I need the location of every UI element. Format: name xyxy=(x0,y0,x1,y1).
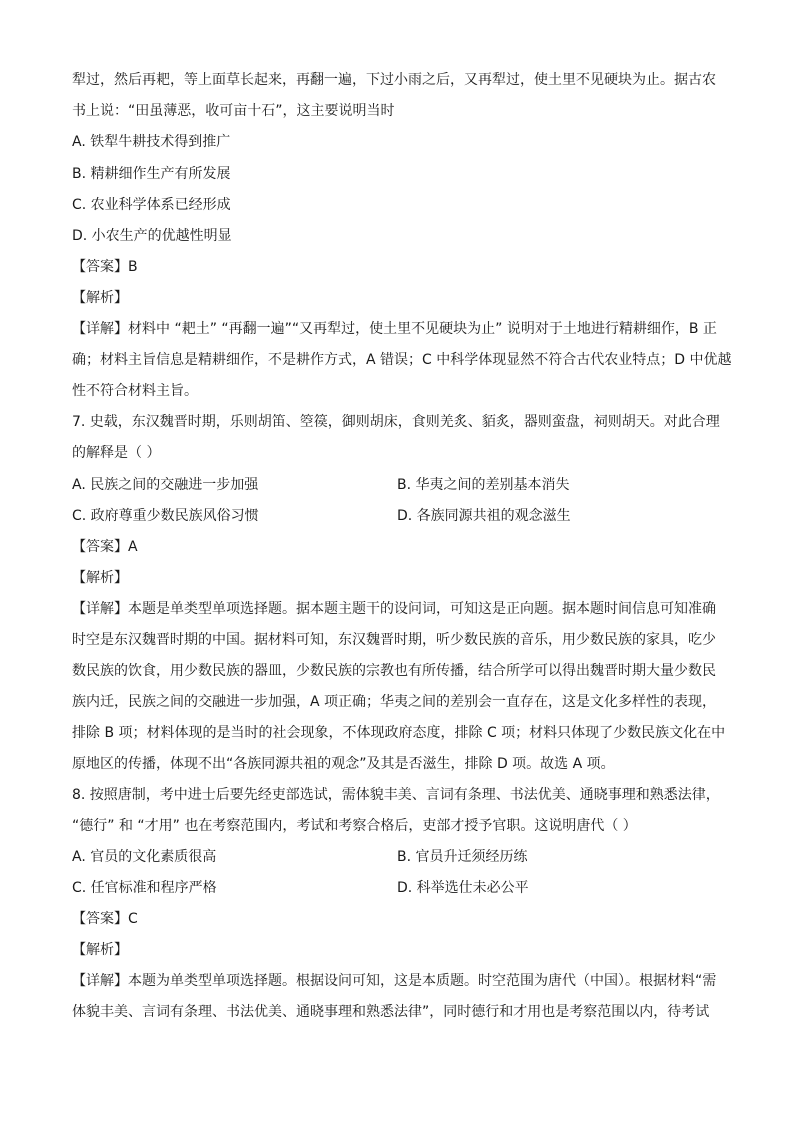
q8-stem-line-2: “德行” 和 “才用” 也在考察范围内，考试和考察合格后，吏部才授予官职。这说明唐代（ ） xyxy=(72,818,637,834)
q6-detail-line-2: 确；材料主旨信息是精耕细作，不是耕作方式，A 错误；C 中科学体现显然不符合古代农业特点；D 中优越 xyxy=(72,352,732,368)
q7-detail-line-6: 原地区的传播，体现不出“各族同源共祖的观念”及其是否滋生，排除 D 项。故选 A 项。 xyxy=(72,756,615,772)
q7-detail-line-1: 【详解】本题是单类型单项选择题。据本题主题干的设问词，可知这是正向题。据本题时间信息可知准确 xyxy=(72,601,716,617)
q6-stem-line-1: 犁过，然后再耙，等上面草长起来，再翻一遍，下过小雨之后，又再犁过，使土里不见硬块为止。据古农 xyxy=(72,72,716,88)
q8-option-d: D. 科举选仕未必公平 xyxy=(397,880,529,896)
q8-detail-line-2: 体貌丰美、言词有条理、书法优美、通晓事理和熟悉法律”，同时德行和才用也是考察范围以内，待考试 xyxy=(72,1004,710,1020)
q6-detail-line-3: 性不符合材料主旨。 xyxy=(72,383,198,399)
q7-option-b: B. 华夷之间的差别基本消失 xyxy=(397,477,570,493)
q6-option-a: A. 铁犁牛耕技术得到推广 xyxy=(72,134,231,150)
q7-stem-line-1: 7. 史载，东汉魏晋时期，乐则胡笛、箜篌，御则胡床，食则羌炙、貊炙，器则蛮盘，祠则胡天。对此合理 xyxy=(72,414,720,430)
q7-option-a: A. 民族之间的交融进一步加强 xyxy=(72,477,259,493)
q7-analysis-label: 【解析】 xyxy=(72,570,128,586)
q7-stem-line-2: 的解释是（ ） xyxy=(72,445,161,461)
q7-answer: 【答案】A xyxy=(72,539,138,555)
q6-detail-line-1: 【详解】材料中 “耙土” “再翻一遍”“又再犁过，使土里不见硬块为止” 说明对于土地进行精耕细作，B 正 xyxy=(72,321,717,337)
q8-analysis-label: 【解析】 xyxy=(72,942,128,958)
q8-option-c: C. 任官标准和程序严格 xyxy=(72,880,217,896)
q6-analysis-label: 【解析】 xyxy=(72,290,128,306)
q8-answer: 【答案】C xyxy=(72,911,138,927)
q8-option-a: A. 官员的文化素质很高 xyxy=(72,849,217,865)
q6-option-d: D. 小农生产的优越性明显 xyxy=(72,228,232,244)
q6-option-c: C. 农业科学体系已经形成 xyxy=(72,197,231,213)
q6-option-b: B. 精耕细作生产有所发展 xyxy=(72,166,231,182)
q7-detail-line-4: 族内迁，民族之间的交融进一步加强，A 项正确；华夷之间的差别会一直存在，这是文化多样性的表现， xyxy=(72,694,717,710)
q7-detail-line-3: 数民族的饮食，用少数民族的器皿，少数民族的宗教也有所传播，结合所学可以得出魏晋时期大量少数民 xyxy=(72,663,716,679)
q7-option-d: D. 各族同源共祖的观念滋生 xyxy=(397,508,571,524)
q7-detail-line-5: 排除 B 项；材料体现的是当时的社会现象，不体现政府态度，排除 C 项；材料只体现了少数民族文化在中 xyxy=(72,725,726,741)
q6-answer: 【答案】B xyxy=(72,259,138,275)
q8-option-b: B. 官员升迁须经历练 xyxy=(397,849,528,865)
q6-stem-line-2: 书上说：“田虽薄恶，收可亩十石”，这主要说明当时 xyxy=(72,103,395,119)
q7-detail-line-2: 时空是东汉魏晋时期的中国。据材料可知，东汉魏晋时期，听少数民族的音乐，用少数民族的家具，吃少 xyxy=(72,632,716,648)
q7-option-c: C. 政府尊重少数民族风俗习惯 xyxy=(72,508,259,524)
q8-stem-line-1: 8. 按照唐制，考中进士后要先经吏部选试，需体貌丰美、言词有条理、书法优美、通晓事理和熟悉法律， xyxy=(72,787,720,803)
q8-detail-line-1: 【详解】本题为单类型单项选择题。根据设问可知，这是本质题。时空范围为唐代（中国）。根据材料“需 xyxy=(72,973,717,989)
